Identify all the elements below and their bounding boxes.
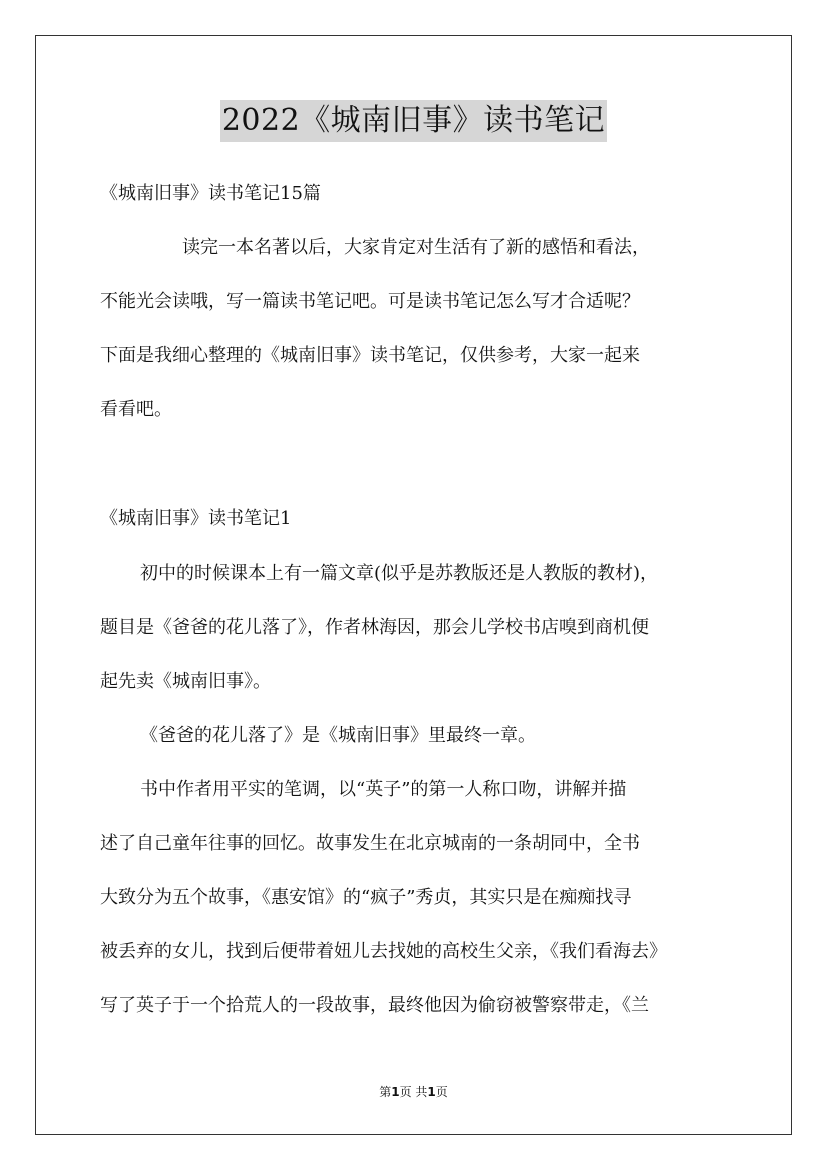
document-subtitle: 《城南旧事》读书笔记15篇 — [100, 183, 321, 204]
title-container — [0, 100, 827, 142]
body-line: 述了自己童年往事的回忆。故事发生在北京城南的一条胡同中，全书 — [100, 833, 640, 854]
body-line: 《爸爸的花儿落了》是《城南旧事》里最终一章。 — [140, 725, 536, 746]
body-line: 被丢弃的女儿，找到后便带着妞儿去找她的高校生父亲，《我们看海去》 — [100, 941, 667, 962]
document-title: 2022《城南旧事》读书笔记 — [220, 100, 607, 142]
footer-page-total: 1 — [427, 1085, 436, 1099]
intro-line: 下面是我细心整理的《城南旧事》读书笔记，仅供参考，大家一起来 — [100, 345, 640, 366]
footer-page-number: 1 — [391, 1085, 400, 1099]
intro-line: 读完一本名著以后，大家肯定对生活有了新的感悟和看法， — [182, 237, 650, 258]
body-line: 题目是《爸爸的花儿落了》，作者林海因，那会儿学校书店嗅到商机便 — [100, 617, 649, 638]
intro-line: 不能光会读哦，写一篇读书笔记吧。可是读书笔记怎么写才合适呢？ — [100, 291, 640, 312]
section-heading: 《城南旧事》读书笔记1 — [100, 508, 292, 529]
body-line: 写了英子于一个拾荒人的一段故事，最终他因为偷窃被警察带走，《兰 — [100, 995, 649, 1016]
intro-line: 看看吧。 — [100, 399, 172, 420]
body-line: 初中的时候课本上有一篇文章(似乎是苏教版还是人教版的教材)， — [140, 563, 659, 584]
page-footer — [0, 1083, 827, 1100]
body-line: 大致分为五个故事，《惠安馆》的“疯子”秀贞，其实只是在痴痴找寻 — [100, 887, 632, 908]
footer-page-prefix: 第 — [379, 1085, 392, 1099]
footer-page-suffix: 页 — [435, 1085, 448, 1099]
body-line: 书中作者用平实的笔调，以“英子”的第一人称口吻，讲解并描 — [140, 779, 627, 800]
footer-page-mid: 页 共 — [399, 1085, 428, 1099]
body-line: 起先卖《城南旧事》。 — [100, 671, 271, 692]
